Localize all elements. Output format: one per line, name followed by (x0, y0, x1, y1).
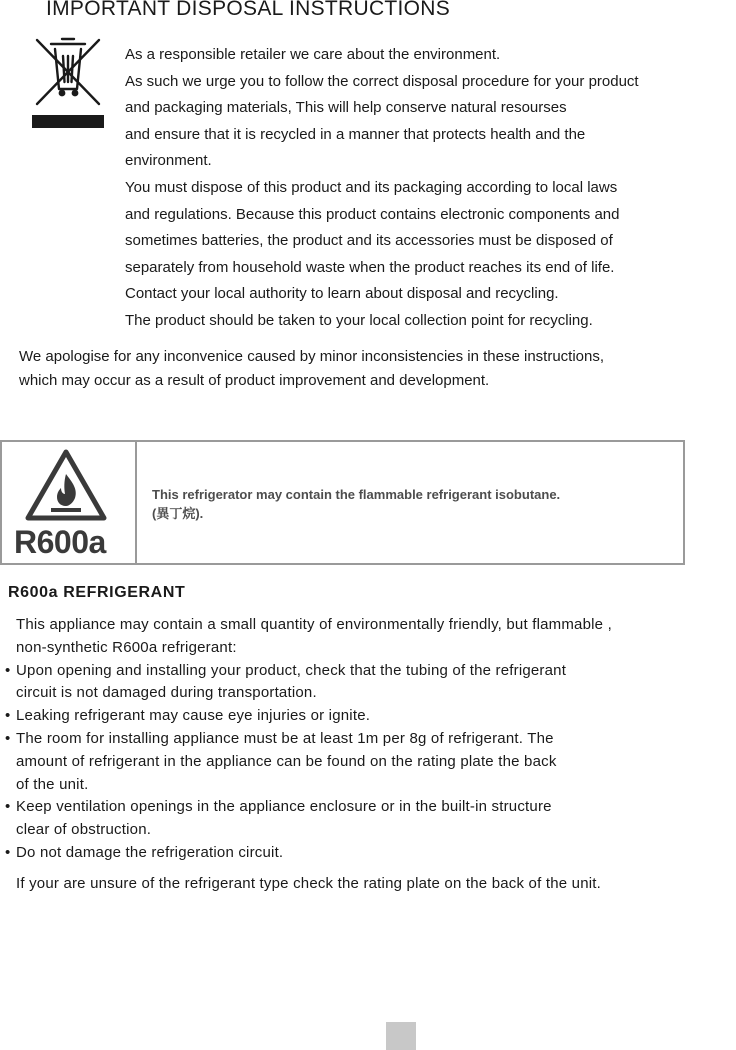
warning-divider (135, 442, 137, 563)
crossed-out-wheelie-bin-icon (32, 34, 104, 130)
disposal-paragraph-line: and packaging materials, This will help conserve natural resourses (125, 99, 567, 117)
disposal-paragraph-line: Contact your local authority to learn about disposal and recycling. (125, 285, 559, 303)
refrigerant-body (5, 614, 736, 896)
refrigerant-bullet-line: of the unit. (16, 775, 89, 793)
r600a-label: R600a (14, 524, 106, 560)
warning-text-line: This refrigerator may contain the flammable refrigerant isobutane. (152, 487, 561, 502)
disposal-paragraph-line: separately from household waste when the product reaches its end of life. (125, 258, 615, 276)
refrigerant-bullet-line: amount of refrigerant in the appliance can be found on the rating plate the back (16, 752, 557, 770)
disposal-paragraph (125, 42, 736, 335)
warning-text (152, 485, 560, 523)
disposal-paragraph-line: and ensure that it is recycled in a manner that protects health and the (125, 125, 586, 143)
refrigerant-bullet-line: • Do not damage the refrigeration circuit. (5, 842, 736, 865)
refrigerant-bullet-line: • Upon opening and installing your product, check that the tubing of the refrigerant (5, 660, 736, 683)
refrigerant-bullet-line: • Leaking refrigerant may cause eye injuries or ignite. (5, 705, 736, 728)
apology-line: which may occur as a result of product improvement and development. (19, 372, 490, 389)
apology-paragraph (19, 345, 731, 393)
disposal-paragraph-line: and regulations. Because this product contains electronic components and (125, 205, 620, 223)
refrigerant-bullet-line: • Keep ventilation openings in the appliance enclosure or in the built-in structure (5, 796, 736, 819)
flammable-warning-box (0, 440, 685, 565)
refrigerant-heading: R600a REFRIGERANT (8, 584, 186, 601)
warning-text-line: (異丁烷). (152, 506, 204, 521)
refrigerant-intro-line: This appliance may contain a small quantity of environmentally friendly, but flammable , (16, 616, 612, 633)
page-number-box (386, 1022, 416, 1050)
disposal-paragraph-line: As a responsible retailer we care about the environment. (125, 46, 501, 63)
disposal-title: IMPORTANT DISPOSAL INSTRUCTIONS (46, 0, 451, 20)
refrigerant-bullet-line: • The room for installing appliance must be at least 1m per 8g of refrigerant. The (5, 728, 736, 751)
apology-line: We apologise for any inconvenice caused by minor inconsistencies in these instructions, (19, 348, 605, 365)
refrigerant-bullet-line: circuit is not damaged during transportation. (16, 684, 317, 702)
disposal-paragraph-line: sometimes batteries, the product and its accessories must be disposed of (125, 232, 613, 250)
refrigerant-intro-line: non-synthetic R600a refrigerant: (16, 638, 237, 656)
disposal-paragraph-line: You must dispose of this product and its packaging according to local laws (125, 178, 618, 196)
refrigerant-bullet-list (5, 660, 736, 865)
refrigerant-final-note: If your are unsure of the refrigerant type check the rating plate on the back of the unit. (16, 874, 602, 892)
disposal-paragraph-line: environment. (125, 152, 212, 170)
disposal-paragraph-line: As such we urge you to follow the correct disposal procedure for your product (125, 72, 639, 90)
flammable-warning-triangle-icon (24, 448, 108, 522)
disposal-paragraph-line: The product should be taken to your local collection point for recycling. (125, 311, 593, 329)
refrigerant-bullet-line: clear of obstruction. (16, 821, 152, 839)
